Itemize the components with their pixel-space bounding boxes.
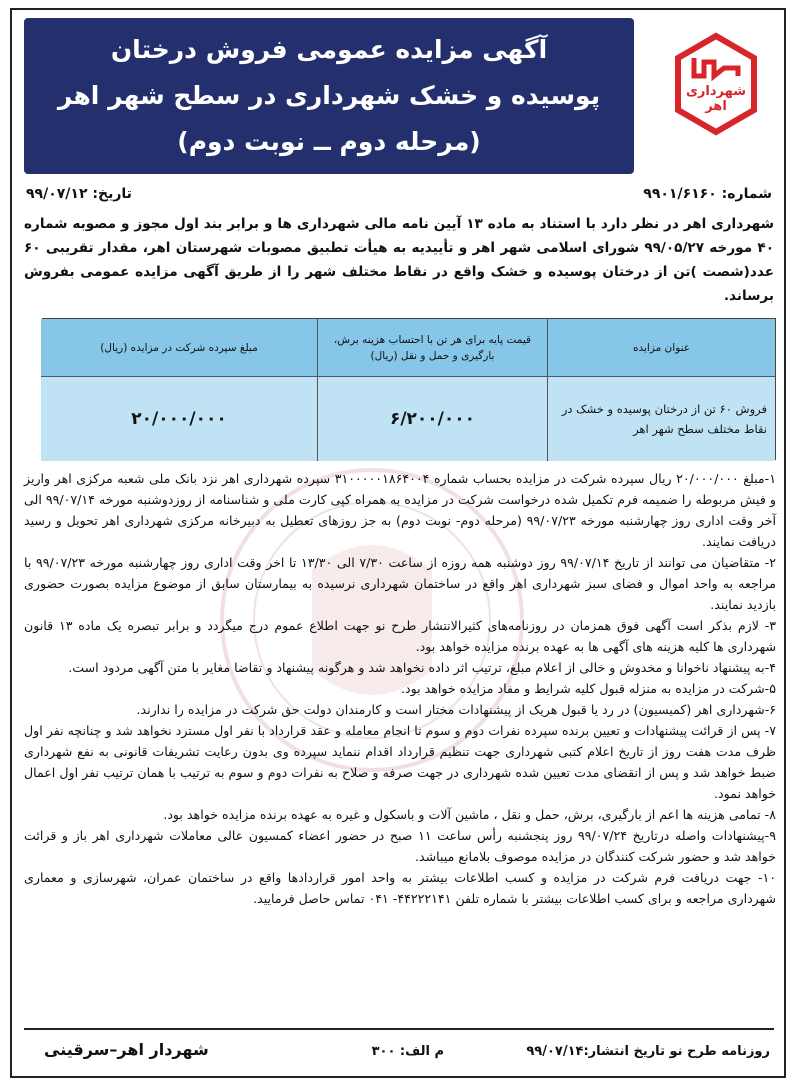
municipality-logo	[664, 32, 768, 136]
clause-5: ۵-شرکت در مزایده به منزله قبول کلیه شرایط و مفاد مزایده خواهد بود.	[400, 681, 776, 696]
logo-text	[664, 84, 768, 114]
intro-paragraph: شهرداری اهر در نظر دارد با استناد به ماده ۱۳ آیین نامه مالی شهرداری ها و برابر بند اول مجوز و مصوبه شماره ۴۰ مورخه ۹۹/۰۵/۲۷ شورای اسلامی شهر اهر و تأییدیه به هیأت تطبیق مصوبات شهرستان اهر، مقدار تقریبی ۶۰ عدد(شصت )تن از درختان پوسیده و خشک واقع در نقاط مختلف شهر را از طریق آگهی مزایده عمومی بفروش برساند.	[24, 216, 774, 304]
header	[14, 12, 782, 180]
mayor-signature: شهردار اهر–سرقینی	[44, 1040, 209, 1059]
title-line-1: آگهی مزایده عمومی فروش درختان	[110, 35, 548, 64]
logo-text-line-1: شهرداری	[686, 84, 746, 99]
ad-code: م الف: ۳۰۰	[371, 1044, 444, 1059]
clauses	[24, 468, 776, 909]
footer-divider	[24, 1028, 774, 1030]
clause-9: ۹-پیشنهادات واصله درتاریخ ۹۹/۰۷/۲۴ روز پنجشنبه رأس ساعت ۱۱ صبح در حضور اعضاء کمسیون عالی معاملات شهرداری اهر باز و قرائت خواهد شد و حضور شرکت کنندگان در مزایده موصوف بلامانع میباشد.	[24, 828, 776, 864]
clause-7: ۷- پس از قرائت پیشنهادات و تعیین برنده سپرده نفرات دوم و سوم تا انجام معامله و عقد قرارداد با نفر اول مسترد نخواهد شد و چنانچه نفر اول ظرف مدت هفت روز از تاریخ اعلام کتبی شهرداری جهت تنظیم قرارداد اقدام ننماید سپرده وی بدون رعایت تشریفات قانونی به نفع شهرداری ضبط خواهد شد و پس از انقضای مدت تعیین شده شهرداری در جهت صرفه و صلاح به نفرات دوم و سوم به ترتیب با همان ترتیب نفر اول اعمال خواهد نمود.	[24, 723, 776, 801]
auction-table	[42, 318, 776, 460]
table-cell-base-price: ۶/۲۰۰/۰۰۰	[317, 377, 547, 461]
table-header-title: عنوان مزایده	[547, 319, 775, 377]
table-header-base-price: قیمت پایه برای هر تن با احتساب هزینه برش، بارگیری و حمل و نقل (ریال)	[317, 319, 547, 377]
table-cell-deposit: ۲۰/۰۰۰/۰۰۰	[41, 377, 317, 461]
meta-row	[26, 186, 772, 210]
footer	[24, 1034, 774, 1076]
title-banner	[24, 18, 634, 174]
clause-2: ۲- متقاضیان می توانند از تاریخ ۹۹/۰۷/۱۴ روز دوشنبه همه روزه از ساعت ۷/۳۰ الی ۱۳/۳۰ تا اخر وقت اداری روز چهارشنبه مورخه ۹۹/۰۷/۲۳ با مراجعه به واحد اموال و فضای سبز شهرداری اهر واقع در ساختمان شهرداری نرسیده به بیمارستان سابق از موضوع مزایده بصورت حضوری بازدید نمایند.	[24, 555, 776, 612]
clause-1: ۱-مبلغ ۲۰/۰۰۰/۰۰۰ ریال سپرده شرکت در مزایده بحساب شماره ۳۱۰۰۰۰۰۱۸۶۴۰۰۴ سپرده شهرداری اهر نزد بانک ملی شعبه مرکزی اهر واریز و فیش مربوطه را ضمیمه فرم تکمیل شده درخواست شرکت در مزایده به همراه کپی کارت ملی و شناسنامه از روزدوشنبه مورخه ۹۹/۰۷/۱۴ الی آخر وقت اداری روز چهارشنبه مورخه ۹۹/۰۷/۲۳ (مرحله دوم- نوبت دوم) به جز روزهای تعطیل به دبیرخانه مرکزی شهرداری اهر تحویل و رسید دریافت نمایند.	[24, 471, 776, 549]
table-header-deposit: مبلغ سپرده شرکت در مزایده (ریال)	[41, 319, 317, 377]
issue-date: تاریخ: ۹۹/۰۷/۱۲	[26, 186, 132, 202]
clause-6: ۶-شهرداری اهر (کمیسیون) در رد یا قبول هریک از پیشنهادات مختار است و کارمندان دولت حق شرکت در مزایده را ندارند.	[136, 702, 776, 717]
title-line-2: پوسیده و خشک شهرداری در سطح شهر اهر	[57, 81, 601, 110]
clause-10: ۱۰- جهت دریافت فرم شرکت در مزایده و کسب اطلاعات بیشتر به واحد امور قراردادها واقع در ساختمان عمران، شهرسازی و معماری شهرداری مراجعه و برای کسب اطلاعات بیشتر با شماره تلفن ۴۴۲۲۲۱۴۱- ۰۴۱ تماس حاصل فرمایید.	[24, 870, 776, 906]
document-frame	[10, 8, 786, 1078]
clause-8: ۸- تمامی هزینه ها اعم از بارگیری، برش، حمل و نقل ، ماشین آلات و باسکول و غیره به عهده برنده مزایده خواهد بود.	[163, 807, 776, 822]
logo-text-line-2: اهر	[705, 99, 727, 114]
table-cell-title: فروش ۶۰ تن از درختان پوسیده و خشک در نقاط مختلف سطح شهر اهر	[547, 377, 775, 461]
title-line-3: (مرحله دوم ــ نوبت دوم)	[177, 127, 481, 156]
clause-4: ۴-به پیشنهاد ناخوانا و مخدوش و خالی از اعلام مبلغ، ترتیب اثر داده نخواهد شد و هرگونه پیشنهاد و تقاضا مغایر با متن آگهی مردود است.	[68, 660, 776, 675]
clause-3: ۳- لازم بذکر است آگهی فوق همزمان در روزنامه‌های کثیرالانتشار طرح نو جهت اطلاع عموم درج میگردد و برابر تبصره یک ماده ۱۳ قانون شهرداری ها کلیه هزینه های آگهی ها به عهده برنده مزایده خواهد بود.	[24, 618, 777, 654]
reference-number: شماره: ۹۹۰۱/۶۱۶۰	[643, 186, 772, 202]
publication-info: روزنامه طرح نو تاریخ انتشار:۹۹/۰۷/۱۴	[526, 1044, 770, 1059]
